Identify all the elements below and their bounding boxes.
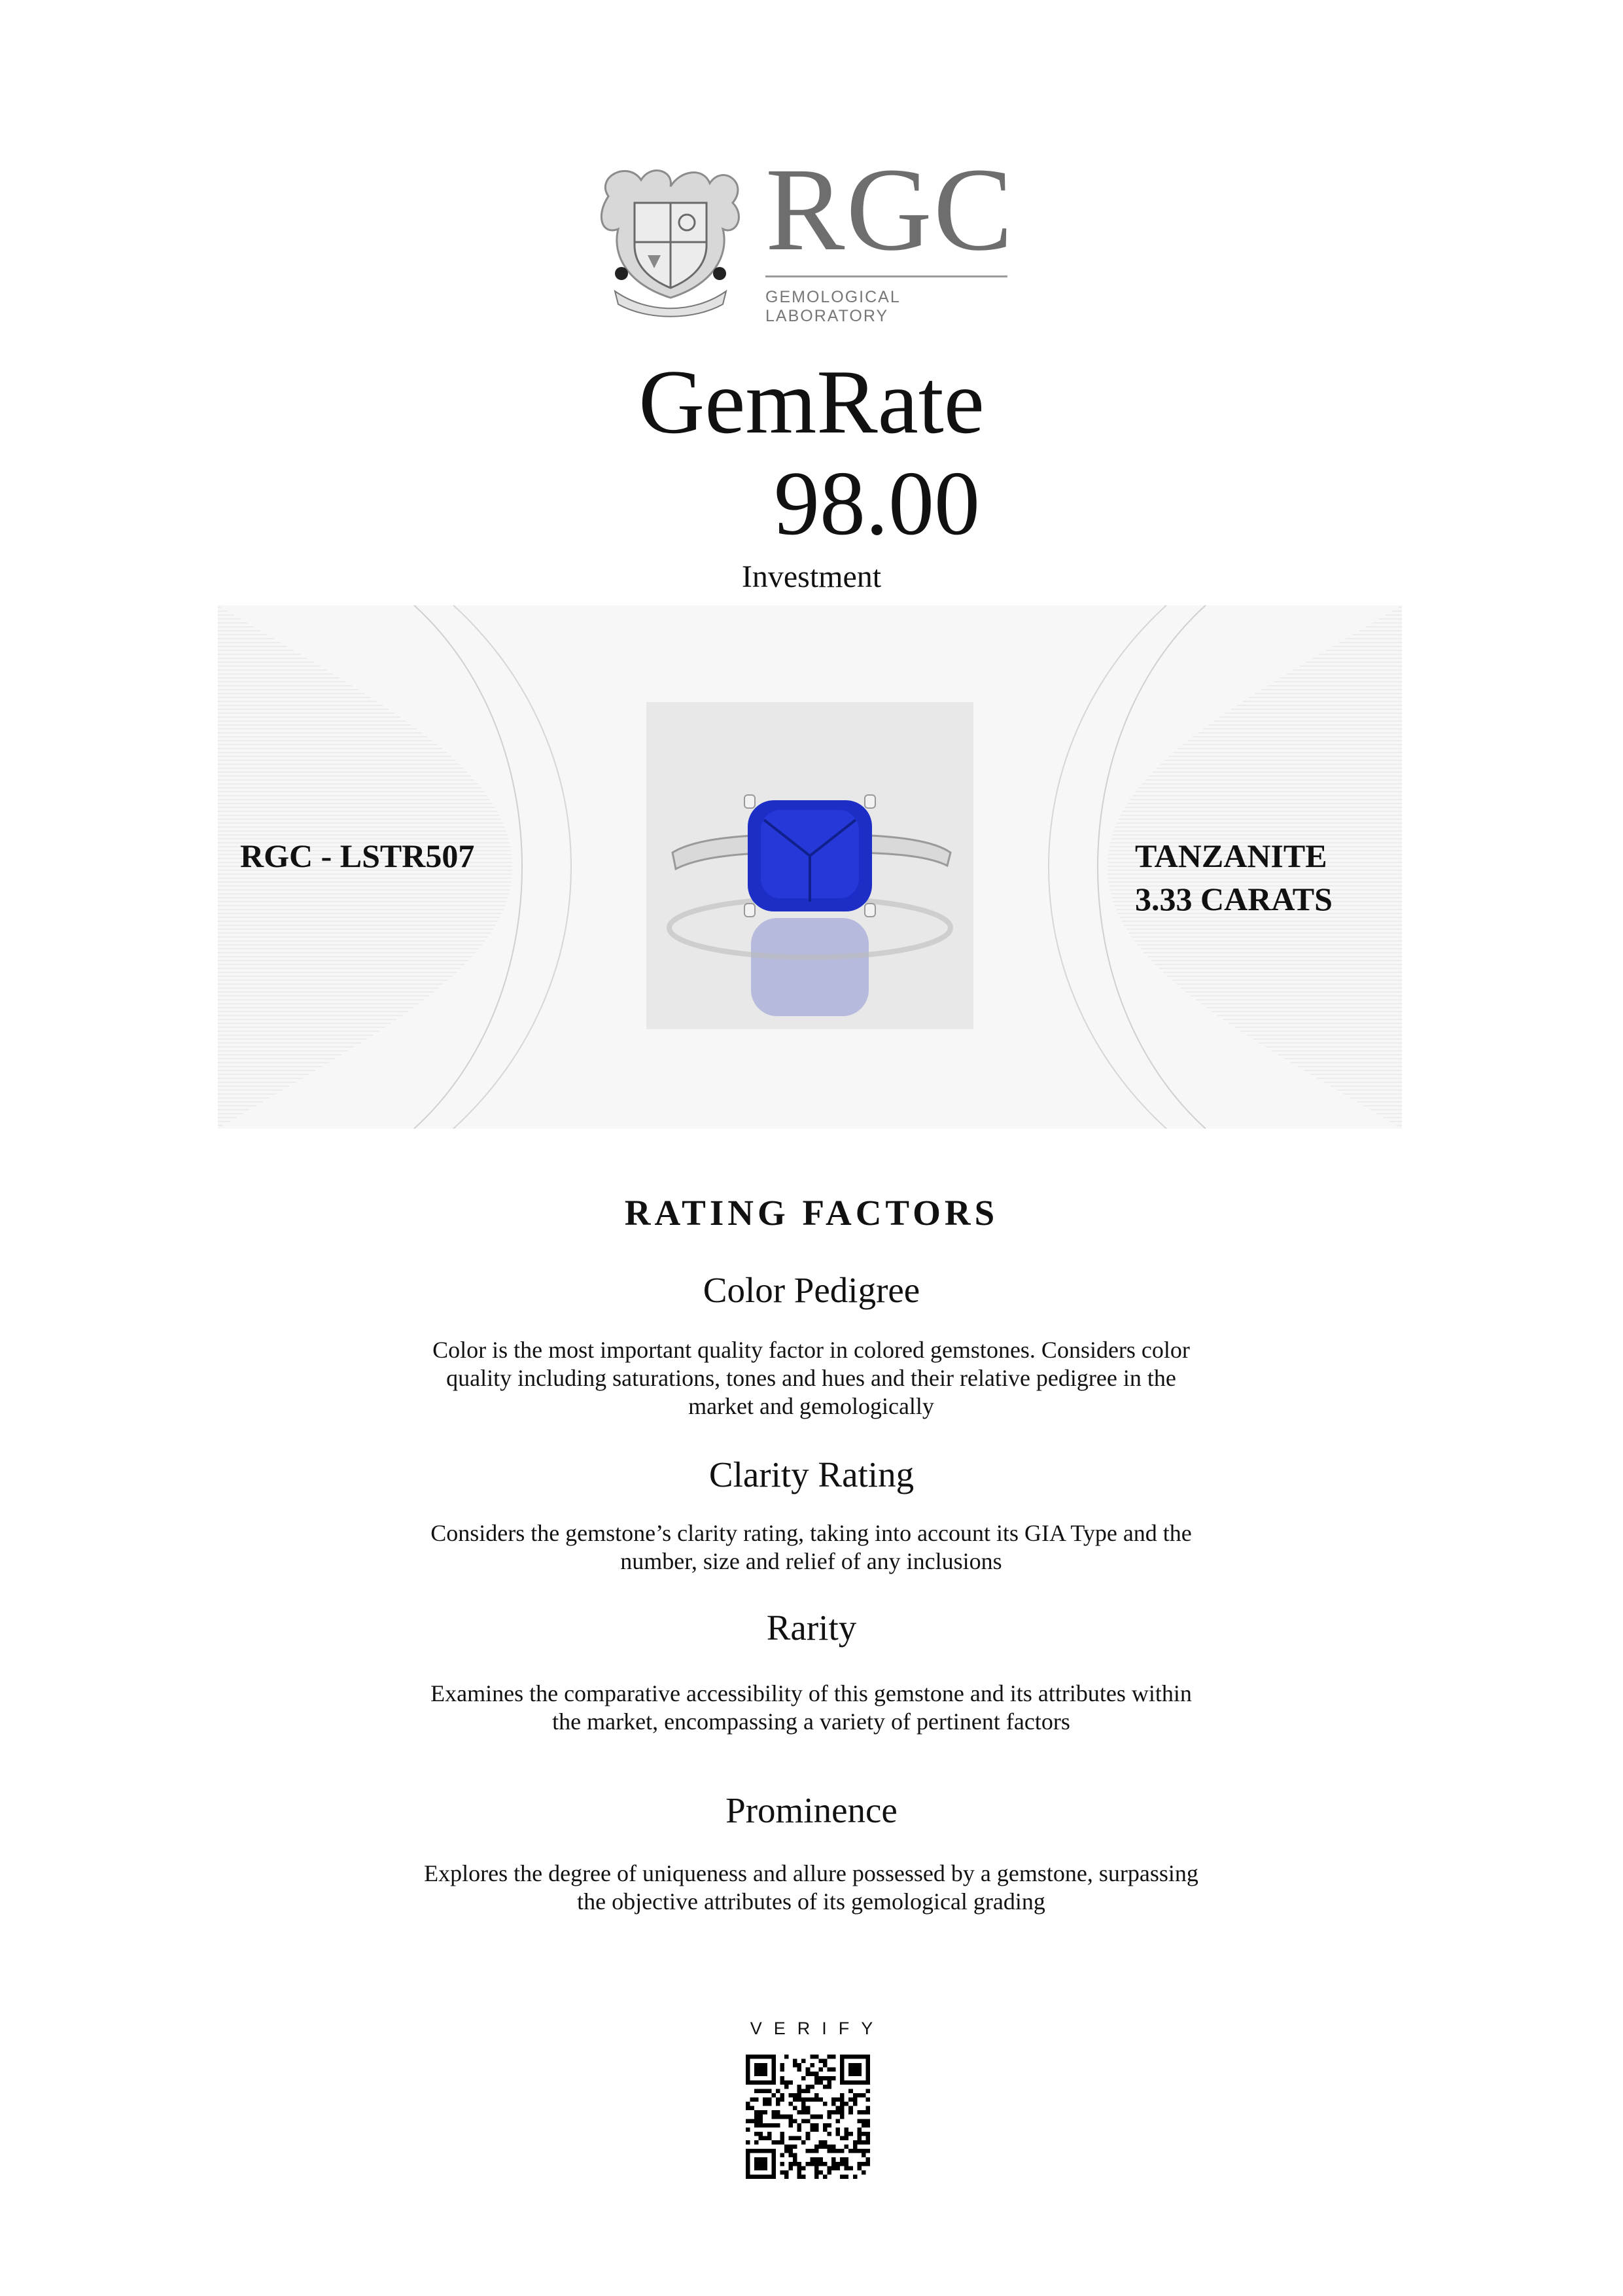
factor-description-rarity: Examines the comparative accessibility of this gemstone and its attributes within the market, encompassing a variety of pertinent factors <box>430 1680 1192 1735</box>
rgc-logo <box>589 141 1014 327</box>
verify-label: VERIFY <box>750 2019 885 2038</box>
crest-seal-icon <box>589 157 752 321</box>
factor-title-clarity-rating: Clarity Rating <box>708 1455 915 1494</box>
gemrate-score: 98.00 <box>774 453 980 554</box>
brand-name: RGC <box>765 144 1015 275</box>
gem-weight: 3.33 CARATS <box>1135 881 1333 917</box>
gemstone-ring-photo <box>646 702 973 1029</box>
logo-divider <box>765 275 1007 277</box>
brand-subtitle: GEMOLOGICAL LABORATORY <box>765 288 900 325</box>
factor-description-prominence: Explores the degree of uniqueness and allure possessed by a gemstone, surpassing the objective attributes of its gemological grading <box>424 1860 1198 1915</box>
gem-type: TANZANITE <box>1135 838 1327 874</box>
factor-title-color-pedigree: Color Pedigree <box>703 1270 920 1310</box>
page-title: GemRate <box>638 351 985 453</box>
rating-factors-heading: RATING FACTORS <box>624 1193 999 1233</box>
factor-description-clarity-rating: Considers the gemstone’s clarity rating, taking into account its GIA Type and the number, size and relief of any inclusions <box>430 1520 1192 1574</box>
factor-title-prominence: Prominence <box>725 1790 898 1830</box>
report-id: RGC - LSTR507 <box>240 838 475 874</box>
factor-title-rarity: Rarity <box>766 1608 857 1648</box>
factor-description-color-pedigree: Color is the most important quality factor in colored gemstones. Considers color quality including saturations, tones and hues and their relative pedigree in the market and gemologically <box>432 1337 1190 1419</box>
score-grade: Investment <box>741 559 882 594</box>
verify-qr-code[interactable] <box>746 2055 870 2179</box>
